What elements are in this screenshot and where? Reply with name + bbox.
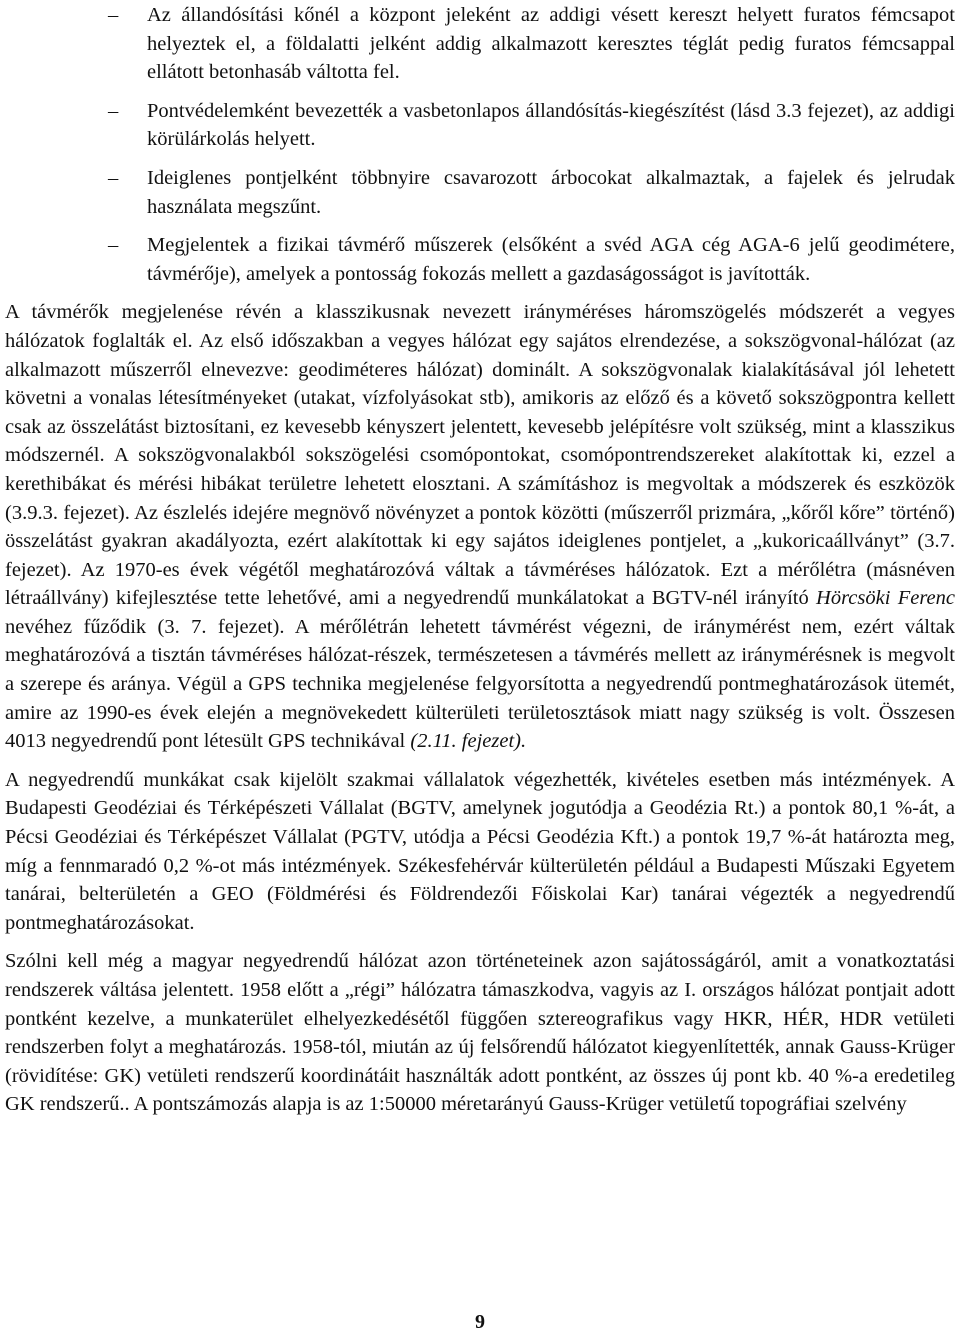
paragraph-networks bbox=[5, 298, 955, 756]
dash-marker: – bbox=[108, 4, 119, 26]
person-name: Hörcsöki Ferenc bbox=[816, 587, 955, 610]
dash-marker: – bbox=[108, 99, 119, 122]
bullet-item bbox=[5, 1, 955, 87]
page-number: 9 bbox=[475, 1311, 485, 1333]
paragraph-reference-systems: Szólni kell még a magyar negyedrendű hálózat azon történeteinek azon sajátosságáról, amit a vonatkoztatási rendszerek váltása jelentett. 1958 előtt a „régi” hálózatra támaszkodva, vagyis az I. országos hálózat pontjait adott pontként kezelve, a munkaterület elhelyezkedésétől függően sztereografikus vagy HKR, HÉR, HDR vetületi rendszerben folyt a meghatározás. 1958-tól, miután az új felsőrendű hálózatot kiegyenlítették, annak Gauss-Krüger (rövidítése: GK) vetületi rendszerű koordinátáit használták adott pontként, az összes új pont kb. 40 %-a eredetileg GK rendszerű.. A pontszámozás alapja is az 1:50000 méretarányú Gauss-Krüger vetületű topográfiai szelvény bbox=[5, 950, 955, 1116]
bullet-text: Megjelentek a fizikai távmérő műszerek (elsőként a svéd AGA cég AGA-6 jelű geodimétere, távmérője), amelyek a pontosság fokozás mellett a gazdaságosságot is javították. bbox=[147, 234, 955, 285]
paragraph-companies: A negyedrendű munkákat csak kijelölt szakmai vállalatok végezhették, kivételes esetben más intézmények. A Budapesti Geodéziai és Térképészeti Vállalat (BGTV, amelynek jogutódja a Geodézia Rt.) a pontok 80,1 %-át, a Pécsi Geodéziai és Térképészet Vállalat (PGTV, utódja a Pécsi Geodézia Kft.) a pontok 19,7 %-át határozta meg, míg a fennmaradó 0,2 %-ot más intézmények. Székesfehérvár külterületén például a Budapesti Műszaki Egyetem tanárai, belterületén a GEO (Földmérési és Földrendezői Főiskolai Kar) tanárai végezték a negyedrendű pontmeghatározásokat. bbox=[5, 768, 955, 934]
bullet-list bbox=[5, 1, 955, 288]
dash-marker: – bbox=[108, 234, 119, 257]
paragraph-text: nevéhez fűződik (3. 7. fejezet). A mérőlétrán lehetett távmérést végezni, de iránymérést nem, ezért váltak meghatározóvá a tisztán távméréses hálózat-részek, természetesen a távmérés mellett az iránymérésnek is megvolt a szerepe és aránya. Végül a GPS technika megjelenése felgyorsította a negyedrendű pontmeghatározások ütemét, amire az 1990-es évek elején a megnövekedett külterületi területosztások miatt nagy szükség is volt. Összesen 4013 negyedrendű pont létesült GPS technikával bbox=[5, 615, 955, 753]
bullet-text: Ideiglenes pontjelként többnyire csavarozott árbocokat alkalmaztak, a fajelek és jelrudak használata megszűnt. bbox=[147, 166, 955, 218]
chapter-reference: (2.11. fejezet). bbox=[410, 730, 527, 753]
document-page bbox=[5, 1, 955, 1129]
bullet-text: Az állandósítási kőnél a központ jeleként az addigi vésett kereszt helyett furatos fémcsapot helyeztek el, a földalatti jelként addig alkalmazott keresztes téglát pedig furatos fémcsappal ellátott betonhasáb váltotta fel. bbox=[147, 4, 955, 84]
bullet-item bbox=[5, 231, 955, 288]
bullet-item bbox=[5, 97, 955, 154]
bullet-text: Pontvédelemként bevezették a vasbetonlapos állandósítás-kiegészítést (lásd 3.3 fejezet), az addigi körülárkolás helyett. bbox=[147, 99, 955, 151]
bullet-item bbox=[5, 164, 955, 221]
dash-marker: – bbox=[108, 166, 119, 189]
paragraph-text: A távmérők megjelenése révén a klasszikusnak nevezett irányméréses háromszögelés módszerét a vegyes hálózatok foglalták el. Az első időszakban a vegyes hálózat egy sajátos elrendezése, a sokszögvonal-hálózat (az alkalmazott műszerről elnevezve: geodiméteres hálózat) dominált. A sokszögvonalak kialakításával jól lehetett követni a vonalas létesítményeket (utakat, vízfolyásokat stb), amikoris az előző és a követő sokszögpontra kellett csak az összelátást biztosítani, ez kevesebb kényszert jelentett, kevesebb jelépítésre volt szükség, mint a klasszikus módszernél. A sokszögvonalakból sokszögelési csomópontokat, csomópontrendszereket alakítottak ki, ezzel a kerethibákat és mérési hibákat területre lehetett elosztani. A számításhoz is megvoltak a módszerek és eszközök (3.9.3. fejezet). Az észlelés idejére megnövő növényzet a pontok közötti (műszerről prizmára, „kőről kőre” történő) összelátást gyakran akadályozta, ezért alakítottak ki egy sajátos ideiglenes pontjelet, a „kukoricaállványt” (3.7. fejezet). Az 1970-es évek végétől meghatározóvá váltak a távméréses hálózatok. Ezt a mérőlétra (másnéven létraállvány) kifejlesztése tette lehetővé, ami a negyedrendű munkálatokat a BGTV-nél irányító bbox=[5, 301, 955, 610]
